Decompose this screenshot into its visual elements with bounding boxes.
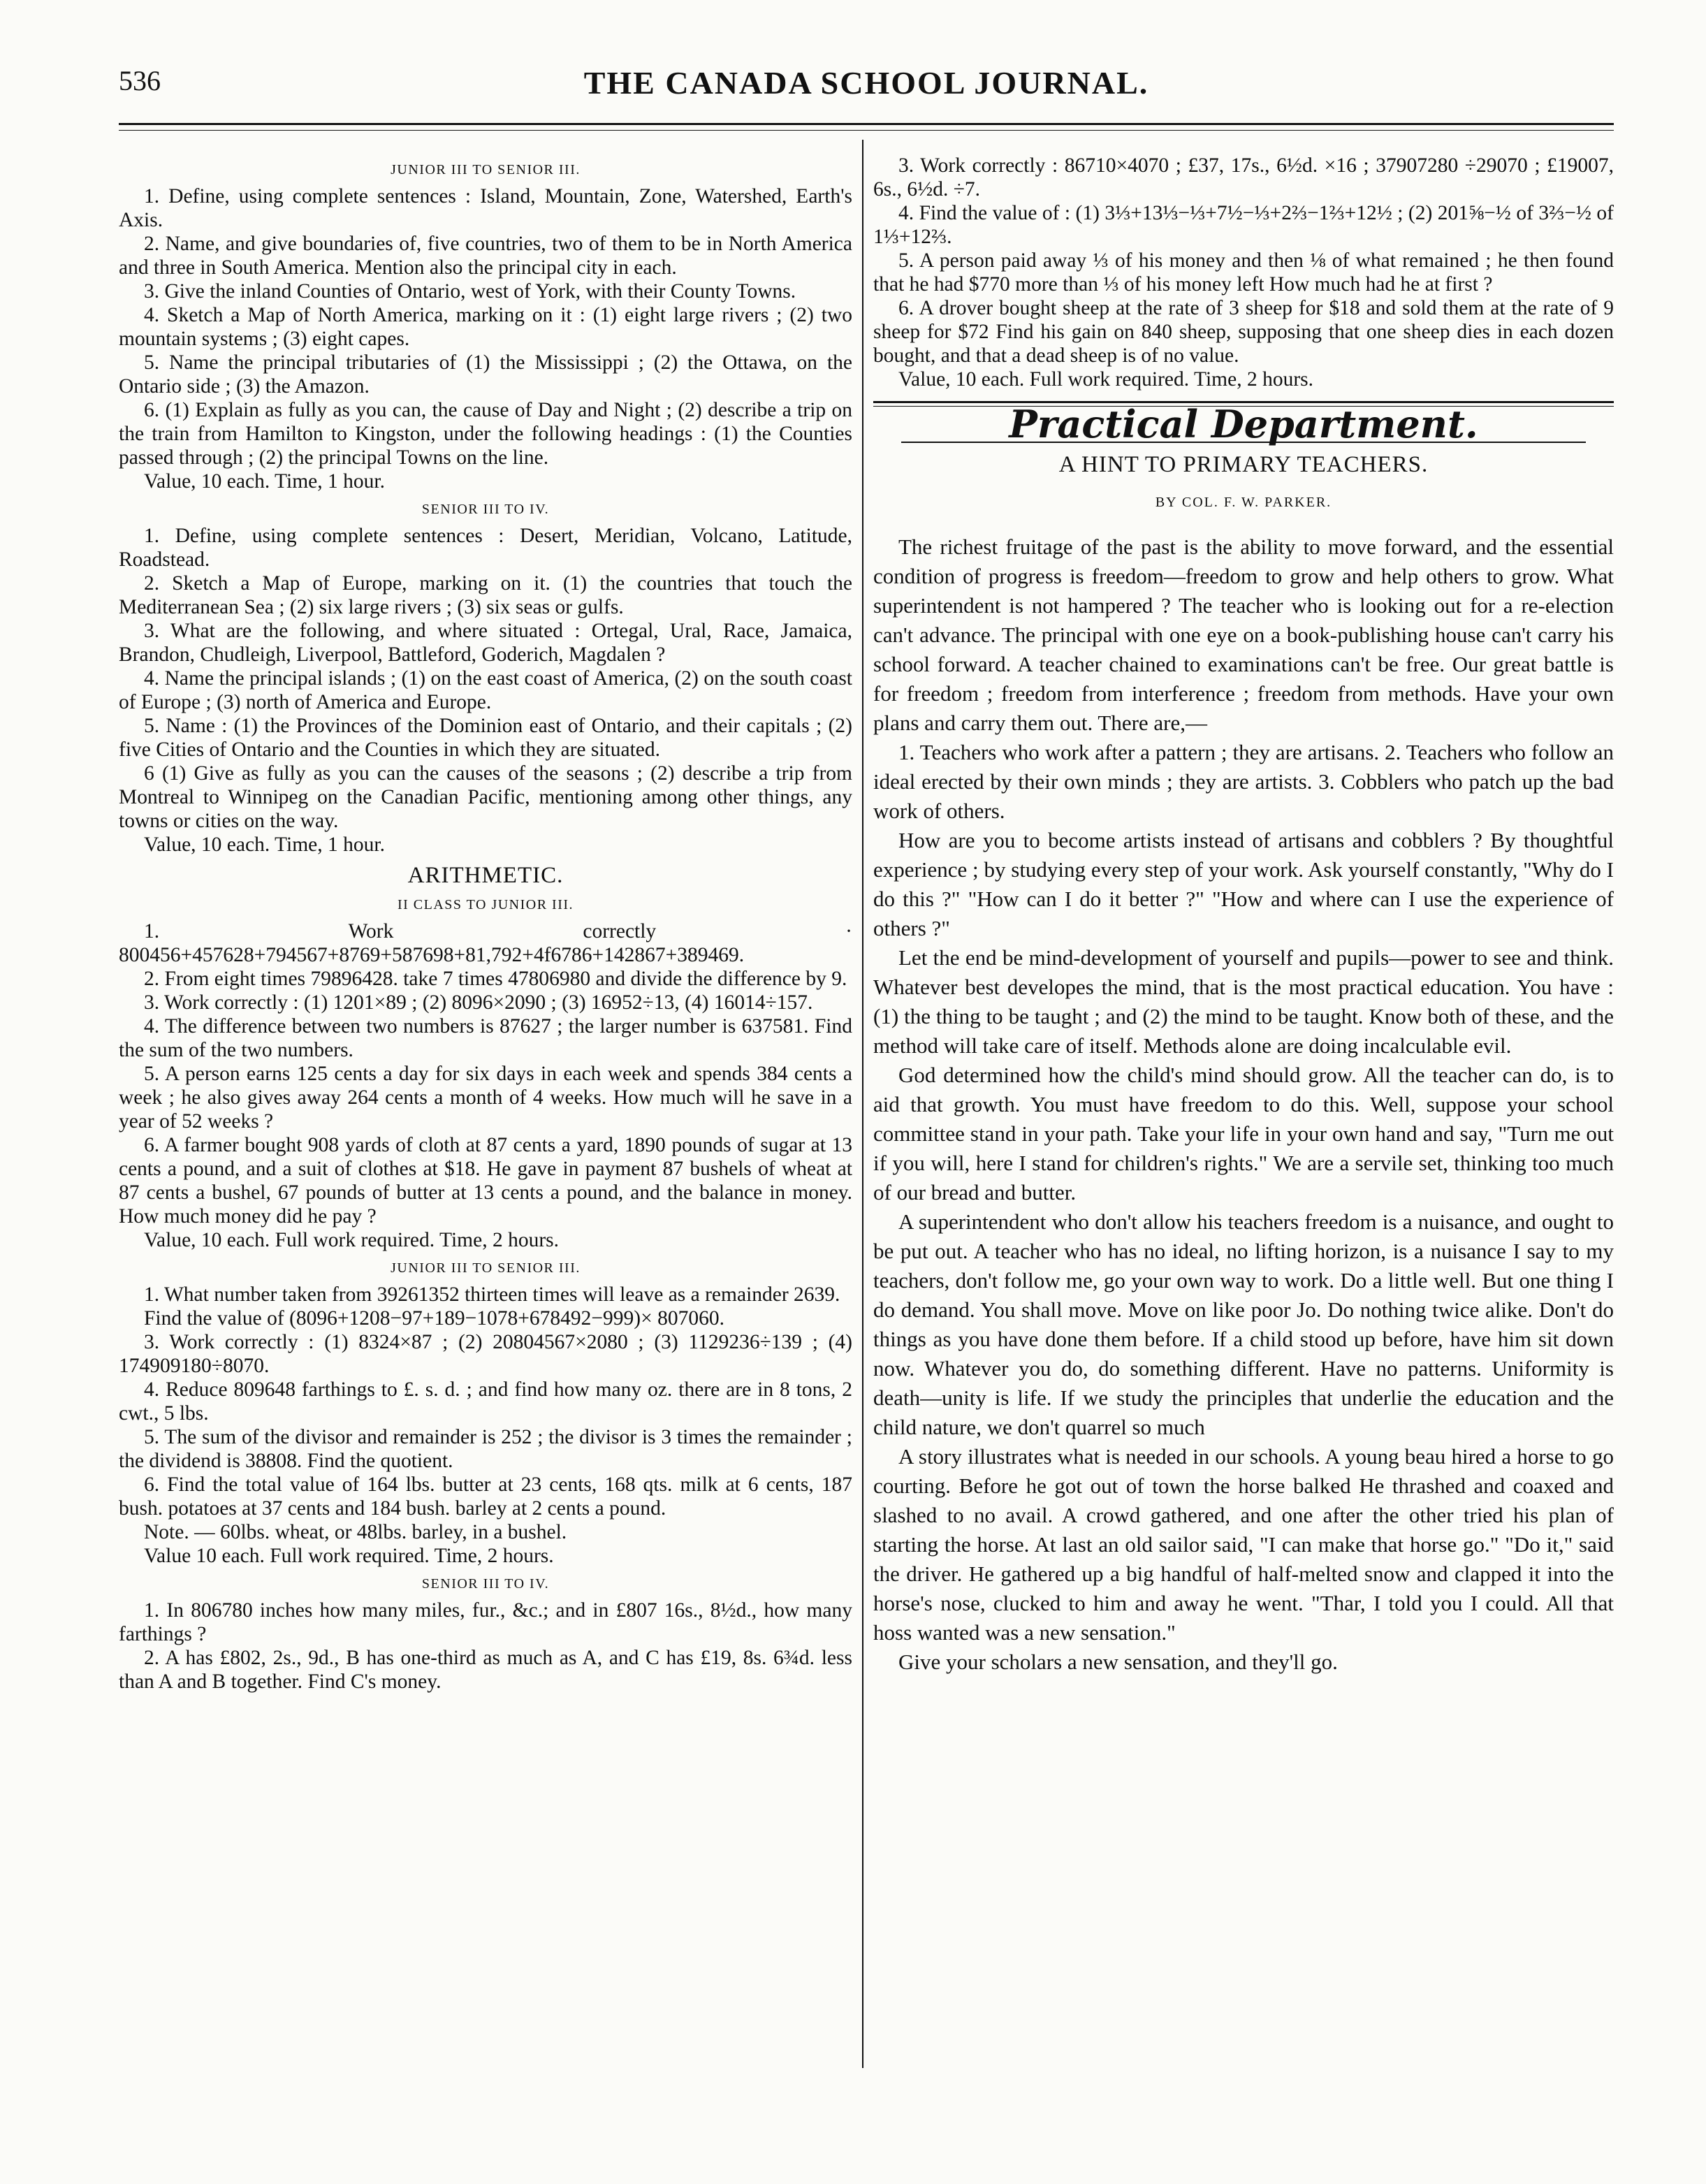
question: 4. The difference between two numbers is 87627 ; the larger number is 637581. Find the sum of the two numbers. [119,1015,852,1061]
question: 5. The sum of the divisor and remainder is 252 ; the divisor is 3 times the remainder ; the dividend is 38808. Find the quotient. [119,1426,852,1472]
question: 2. From eight times 79896428. take 7 times 47806980 and divide the difference by 9. [144,968,847,990]
question: 6. (1) Explain as fully as you can, the cause of Day and Night ; (2) describe a trip on the train from Hamilton to Kingston, under the following headings : (1) the Counties passed through ; (2) the principal Towns on the line. [119,399,852,469]
section-heading: JUNIOR III TO SENIOR III. [391,162,581,177]
question: 2. Name, and give boundaries of, five countries, two of them to be in North America and three in South America. Mention also the principal city in each. [119,233,852,279]
question: 1. In 806780 inches how many miles, fur., &c.; and in £807 16s., 8½d., how many farthings ? [119,1599,852,1645]
paragraph: A superintendent who don't allow his teachers freedom is a nuisance, and ought to be put out. A teacher who has no ideal, no lifting horizon, is a nuisance I say to my teachers, don't follow me, go your own way to work. Do a little well. But one thing I do demand. You shall move. Move on like poor Jo. Do nothing twice alike. Don't do things as you have done them before. If a child stood up before, have him sit down now. Whatever you do, do something different. Have no patterns. Uniformity is death—unity is life. If we study the principles that underlie the education and the child nature, we don't quarrel so much [873,1209,1614,1439]
question: 5. Name : (1) the Provinces of the Dominion east of Ontario, and their capitals ; (2) five Cities of Ontario and the Counties in which they are situated. [119,715,852,761]
header-rule-thin [119,130,1614,131]
paragraph: A story illustrates what is needed in our schools. A young beau hired a horse to go courting. Before he got out of town the horse balked He thrashed and coaxed and slashed to no avail. A crowd gathered, and one after the other tried his plan of starting the horse. At last an old sailor said, "I can make that horse go." "Do it," said the driver. He gathered up a big handful of half-melted snow and clapped it into the horse's nose, clucked to him and away he went. "Thar, I told you I could. All that hoss wanted was a new sensation." [873,1444,1614,1645]
byline: BY COL. F. W. PARKER. [1155,495,1332,510]
page-number: 536 [119,65,161,96]
question: Find the value of (8096+1208−97+189−1078+678492−999)× 807060. [144,1307,724,1330]
value-note: Value, 10 each. Time, 1 hour. [144,833,385,856]
question: 4. Sketch a Map of North America, marking on it : (1) eight large rivers ; (2) two mountain systems ; (3) eight capes. [119,304,852,350]
value-note: Value, 10 each. Time, 1 hour. [144,470,385,493]
question: 6 (1) Give as fully as you can the causes of the seasons ; (2) describe a trip from Montreal to Winnipeg on the Canadian Pacific, mentioning among other things, any towns or cities on the way. [119,762,852,832]
question: 5. A person earns 125 cents a day for six days in each week and spends 384 cents a week ; he also gives away 264 cents a month of 4 weeks. How much will he save in a year of 52 weeks ? [119,1063,852,1133]
paragraph: 1. Teachers who work after a pattern ; they are artisans. 2. Teachers who follow an ideal erected by their own minds ; they are artists. 3. Cobblers who patch up the bad work of others. [873,740,1614,823]
note: Note. — 60lbs. wheat, or 48lbs. barley, in a bushel. [144,1521,567,1543]
article-body [873,532,1614,1677]
question: 4. Name the principal islands ; (1) on the east coast of America, (2) on the south coast of Europe ; (3) north of America and Europe. [119,667,852,713]
left-column [119,154,852,1694]
section-heading: SENIOR III TO IV. [421,1576,550,1592]
question: 6. A farmer bought 908 yards of cloth at 87 cents a yard, 1890 pounds of sugar at 13 cents a pound, and a suit of clothes at $18. He gave in payment 87 bushels of wheat at 87 cents a bushel, 67 pounds of butter at 13 cents a pound, and the balance in money. How much money did he pay ? [119,1134,852,1228]
question-list [873,154,1614,391]
question: 1. What number taken from 39261352 thirteen times will leave as a remainder 2639. [144,1283,840,1306]
paragraph: Let the end be mind-development of yourself and pupils—power to see and think. Whatever best developes the mind, that is the most practical education. You have : (1) the thing to be taught ; and (2) the mind to be taught. Know both of these, and the method will take care of itself. Methods alone are doing incalculable evil. [873,945,1614,1058]
section-heading: II CLASS TO JUNIOR III. [397,897,574,912]
section-heading: SENIOR III TO IV. [421,502,550,517]
question-list [119,184,852,493]
question: 4. Reduce 809648 farthings to £. s. d. ; and find how many oz. there are in 8 tons, 2 cwt., 5 lbs. [119,1378,852,1425]
question-list [119,1599,852,1694]
question: 3. Work correctly : (1) 8324×87 ; (2) 20804567×2080 ; (3) 1129236÷139 ; (4) 174909180÷8070. [119,1331,852,1377]
question: 3. Work correctly : (1) 1201×89 ; (2) 8096×2090 ; (3) 16952÷13, (4) 16014÷157. [144,991,813,1014]
paragraph: The richest fruitage of the past is the ability to move forward, and the essential condition of progress is freedom—freedom to grow and help others to grow. What superintendent is not hampered ? The teacher who is looking out for a re-election can't advance. The principal with one eye on a book-publishing house can't carry his school forward. A teacher chained to examinations can't be free. Our great battle is for freedom ; freedom from interference ; freedom from methods. Have your own plans and carry them out. There are,— [873,534,1614,735]
question: 2. Sketch a Map of Europe, marking on it. (1) the countries that touch the Mediterranean Sea ; (2) six large rivers ; (3) six seas or gulfs. [119,572,852,618]
department-title: Practical Department. [1009,402,1478,446]
paragraph: How are you to become artists instead of artisans and cobblers ? By thoughtful experience ; by studying every step of your work. Ask yourself constantly, "Why do I do this ?" "How can I do it better ?" "How and where can I use the experience of others ?" [873,828,1614,940]
question-list [119,919,852,1252]
value-note: Value 10 each. Full work required. Time, 2 hours. [144,1545,554,1567]
value-note: Value, 10 each. Full work required. Time, 2 hours. [144,1229,560,1251]
journal-title: THE CANADA SCHOOL JOURNAL. [583,65,1149,101]
question: 1. Work correctly · 800456+457628+794567+8769+587698+81,792+4f6786+142867+389469. [119,920,852,966]
article-title: A HINT TO PRIMARY TEACHERS. [1058,452,1429,477]
question-list [119,524,852,857]
question: 5. A person paid away ⅓ of his money and then ⅛ of what remained ; he then found that he had $770 more than ⅓ of his money left How much had he at first ? [873,249,1614,296]
question: 1. Define, using complete sentences : Island, Mountain, Zone, Watershed, Earth's Axis. [119,185,852,231]
right-column [873,154,1614,1677]
page-header [119,64,1614,106]
paragraph: God determined how the child's mind should grow. All the teacher can do, is to aid that growth. You must have freedom to do this. Well, suppose your school committee stand in your path. Take your life in your own hand and say, "Turn me out if you will, here I stand for children's rights." We are a servile set, thinking too much of our bread and butter. [873,1063,1614,1204]
header-rule [119,123,1614,125]
section-heading: JUNIOR III TO SENIOR III. [391,1260,581,1276]
question: 5. Name the principal tributaries of (1) the Mississippi ; (2) the Ottawa, on the Ontario side ; (3) the Amazon. [119,351,852,398]
column-divider [862,140,863,2068]
question: 6. Find the total value of 164 lbs. butter at 23 cents, 168 qts. milk at 6 cents, 187 bush. potatoes at 37 cents and 184 bush. barley at 2 cents a pound. [119,1473,852,1520]
question: 1. Define, using complete sentences : Desert, Meridian, Volcano, Latitude, Roadstead. [119,525,852,571]
question: 6. A drover bought sheep at the rate of 3 sheep for $18 and sold them at the rate of 9 sheep for $72 Find his gain on 840 sheep, supposing that one sheep dies in each dozen bought, and that a dead sheep is of no value. [873,297,1614,367]
question: 3. What are the following, and where situated : Ortegal, Ural, Race, Jamaica, Brandon, Chudleigh, Liverpool, Battleford, Goderich, Magdalen ? [119,620,852,666]
question: 2. A has £802, 2s., 9d., B has one-third as much as A, and C has £19, 8s. 6¾d. less than A and B together. Find C's money. [119,1647,852,1693]
question: 3. Give the inland Counties of Ontario, west of York, with their County Towns. [144,280,796,303]
question-list [119,1283,852,1568]
question: 4. Find the value of : (1) 3⅓+13⅓−⅓+7½−⅓+2⅔−1⅔+12½ ; (2) 201⅝−½ of 3⅔−½ of 1⅓+12⅔. [873,202,1614,248]
paragraph: Give your scholars a new sensation, and they'll go. [898,1650,1338,1674]
value-note: Value, 10 each. Full work required. Time, 2 hours. [898,368,1314,391]
arithmetic-heading: ARITHMETIC. [407,863,564,888]
question: 3. Work correctly : 86710×4070 ; £37, 17s., 6½d. ×16 ; 37907280 ÷29070 ; £19007, 6s., 6½d. ÷7. [873,154,1614,201]
